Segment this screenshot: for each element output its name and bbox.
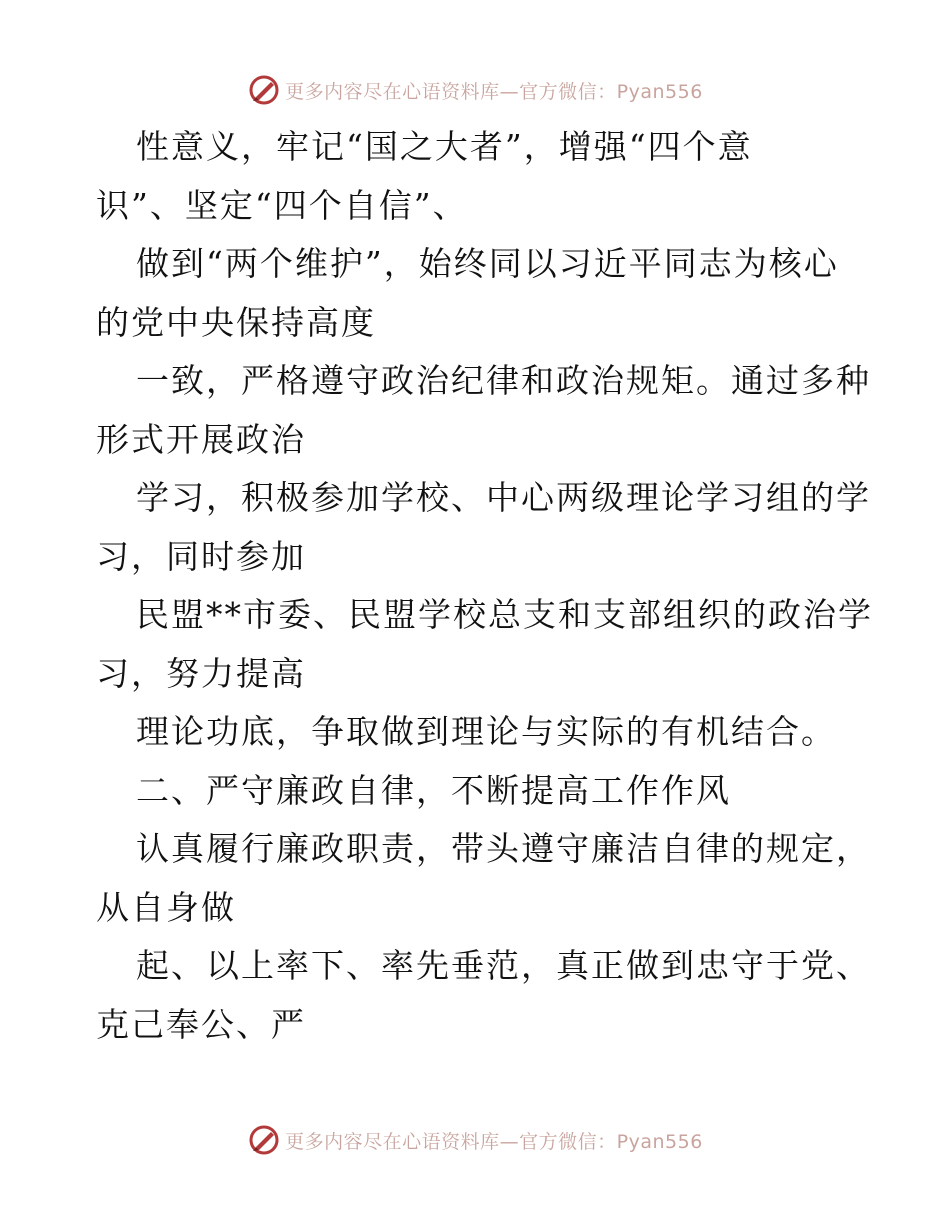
text-line: 学习，积极参加学校、中心两级理论学习组的学: [136, 478, 871, 517]
text-line: 的党中央保持高度: [96, 302, 376, 342]
header-watermark: [0, 70, 950, 110]
text-line: 习，同时参加: [96, 536, 306, 576]
text-line: 形式开展政治: [96, 419, 306, 459]
text-line: 克己奉公、严: [96, 1004, 306, 1044]
text-line: 认真履行廉政职责，带头遵守廉洁自律的规定，: [136, 829, 871, 868]
document-body: [96, 118, 873, 1054]
text-line: 做到“两个维护”，始终同以习近平同志为核心: [136, 244, 839, 283]
text-line: 习，努力提高: [96, 653, 306, 693]
pen-logo-icon: [247, 73, 281, 107]
text-line: 性意义，牢记“国之大者”，增强“四个意: [136, 127, 753, 166]
text-line: 民盟**市委、民盟学校总支和支部组织的政治学: [136, 595, 873, 634]
text-line: 起、以上率下、率先垂范，真正做到忠守于党、: [136, 946, 871, 985]
watermark-text: 更多内容尽在心语资料库—官方微信：Pyan556: [285, 80, 703, 103]
text-line: 二、严守廉政自律，不断提高工作作风: [136, 770, 731, 810]
text-line: 从自身做: [96, 887, 236, 927]
text-line: 识”、坚定“四个自信”、: [96, 185, 468, 225]
text-line: 理论功底，争取做到理论与实际的有机结合。: [136, 712, 836, 751]
watermark-text: 更多内容尽在心语资料库—官方微信：Pyan556: [285, 1130, 703, 1153]
footer-watermark: [0, 1120, 950, 1160]
text-line: 一致，严格遵守政治纪律和政治规矩。通过多种: [136, 361, 871, 400]
pen-logo-icon: [247, 1123, 281, 1157]
